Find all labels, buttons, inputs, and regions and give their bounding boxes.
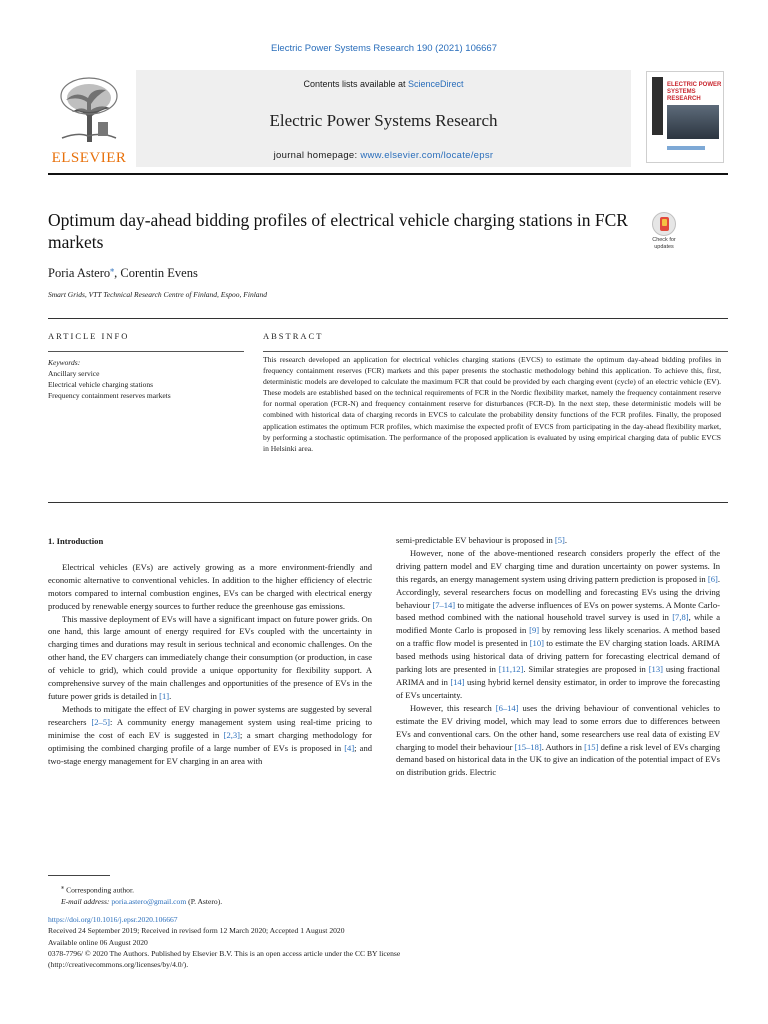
keyword-item: Frequency containment reserves markets xyxy=(48,391,171,400)
article-title: Optimum day-ahead bidding profiles of electrical vehicle charging stations in FCR markets xyxy=(48,210,628,252)
crossmark-icon xyxy=(652,212,676,236)
license-line: 0378-7796/ © 2020 The Authors. Published by Elsevier B.V. This is an open access article under the CC BY license xyxy=(48,948,401,958)
homepage-prefix: journal homepage: xyxy=(273,150,361,161)
citation-link[interactable]: [7,8] xyxy=(672,612,689,623)
section-heading: 1. Introduction xyxy=(48,536,104,546)
keywords-label: Keywords: xyxy=(48,358,81,367)
email-label: E-mail address: xyxy=(61,897,110,907)
cover-bar xyxy=(667,146,705,150)
citation-link[interactable]: [13] xyxy=(648,664,663,675)
author-name[interactable]: Poria Astero xyxy=(48,266,111,281)
citation-link[interactable]: [9] xyxy=(529,625,540,636)
author-name[interactable]: Corentin Evens xyxy=(120,266,198,281)
elsevier-logo[interactable] xyxy=(48,70,130,168)
keyword-item: Ancillary service xyxy=(48,369,100,378)
homepage-link[interactable]: www.elsevier.com/locate/epsr xyxy=(360,150,494,161)
cover-title-line1: ELECTRIC POWER xyxy=(667,82,722,88)
citation-link[interactable]: [6] xyxy=(707,573,718,584)
keywords-block xyxy=(48,357,244,401)
cover-title xyxy=(667,82,723,103)
homepage-line xyxy=(136,150,631,161)
journal-header xyxy=(48,70,727,174)
article-footer xyxy=(48,914,648,970)
doi-link[interactable]: https://doi.org/10.1016/j.epsr.2020.106667 xyxy=(48,915,178,924)
corresponding-author-mark[interactable]: ⁎ xyxy=(110,265,115,274)
citation-link[interactable]: [2–5] xyxy=(91,716,110,727)
cover-image xyxy=(667,105,719,139)
license-url[interactable]: (http://creativecommons.org/licenses/by/4.0/). xyxy=(48,960,189,970)
affiliation: Smart Grids, VTT Technical Research Centre of Finland, Espoo, Finland xyxy=(48,290,268,299)
journal-reference-link[interactable]: Electric Power Systems Research 190 (2021) 106667 xyxy=(270,43,497,54)
journal-title: Electric Power Systems Research xyxy=(269,111,498,130)
abstract-heading: ABSTRACT xyxy=(263,331,324,341)
body-paragraph: However, this research [6–14] uses the driving behaviour of conventional vehicles to estimate the EV driving model, which may lead to some errors due to differences between EVs and conventional cars. On the other hand, some researchers use real data of existing EV charging to model their behaviour [15–18]. Authors in [15] define a risk level of EVs charging demand based on historical data in the UK to give an indication of the potential impact of EVs on distribution grids. Electric xyxy=(396,702,721,778)
author-separator: , xyxy=(114,266,121,281)
masthead xyxy=(136,70,631,167)
keyword-item: Electrical vehicle charging stations xyxy=(48,380,154,389)
citation-link[interactable]: [1] xyxy=(159,690,170,701)
abstract-text: This research developed an application for electrical vehicles charging stations (EVCS) to estimate the optimum day-ahead bidding profiles in frequency containment reserves (FCR) markets and this paper presents the stochastic methodology behind this application. To achieve this, first, deterministic models are developed to calculate the maximum FCR that could be provided by each charging event (cycle) of an electric vehicle (EV). These models are established based on the technical requirements of FCR in the Nordic flexibility market, namely the frequency containment reserve for normal operation (FCR-N) and frequency containment reserve for disturbances (FCR-D). In the next step, these deterministic models will be combined with historical data of charging records in EVCS to calculate the probability density functions of the FCR profiles. Finally, the proposed application estimates the optimum FCR profiles, which maximise the expected profit of EVCS from participating in the day-ahead flexibility market, by performing a stochastic optimisation. The performance of the proposed application is evaluated by using empirical charging data of public EVCS in Helsinki area. xyxy=(263,355,721,453)
abstract-rule xyxy=(263,351,728,352)
citation-link[interactable]: [15] xyxy=(584,741,599,752)
citation-link[interactable]: [11,12] xyxy=(498,664,524,675)
citation-link[interactable]: [4] xyxy=(344,742,355,753)
citation-link[interactable]: [15–18] xyxy=(514,741,542,752)
section-rule xyxy=(48,318,728,319)
available-online: Available online 06 August 2020 xyxy=(48,937,148,947)
citation-link[interactable]: [2,3] xyxy=(223,729,241,740)
body-paragraph: semi-predictable EV behaviour is proposed in [5]. xyxy=(396,535,567,545)
citation-link[interactable]: [5] xyxy=(554,535,565,545)
citation-link[interactable]: [14] xyxy=(450,676,465,687)
crossmark-button[interactable] xyxy=(646,212,682,256)
citation-link[interactable]: [10] xyxy=(529,638,544,649)
body-paragraph: Electrical vehicles (EVs) are actively growing as a more environment-friendly and economic alternative to conventional vehicles. In addition to the higher efficiency of electric motors compared to internal combustion engines, EVs can be charged with electrical energy produced by renewable energy sources to further reduce the greenhouse gas emissions. xyxy=(48,561,372,611)
received-dates: Received 24 September 2019; Received in revised form 12 March 2020; Accepted 1 August 2020 xyxy=(48,926,345,936)
body-column-right xyxy=(396,534,720,779)
body-paragraph: Methods to mitigate the effect of EV charging in power systems are suggested by several researchers [2–5]: A community energy management system using real-time pricing to minimise the cost of each EV is suggested in [2,3]; a smart charging methodology for optimising the combined charging profile of a large number of EVs is proposed in [4]; and two-stage energy management for EV charging in an area with xyxy=(48,703,372,766)
elsevier-tree-icon xyxy=(58,76,120,142)
crossmark-label: Check for updates xyxy=(652,237,676,250)
footnote xyxy=(48,882,448,908)
citation-link[interactable]: [6–14] xyxy=(495,702,519,713)
contents-prefix: Contents lists available at xyxy=(303,79,409,89)
journal-cover-thumbnail[interactable] xyxy=(646,71,724,163)
contents-line xyxy=(136,79,631,89)
cover-strip xyxy=(652,77,663,135)
sciencedirect-link[interactable]: ScienceDirect xyxy=(408,79,464,89)
elsevier-wordmark: ELSEVIER xyxy=(51,150,127,166)
citation-link[interactable]: [7–14] xyxy=(432,599,456,610)
body-paragraph: However, none of the above-mentioned research considers properly the effect of the driving pattern model and EV charging time and duration uncertainty on power systems. In this regards, an energy management system using driving pattern prediction is proposed in [6]. Accordingly, several researchers focus on modelling and forecasting EVs using the driving behaviour [7–14] to mitigate the adverse influences of EVs on power systems. A Monte Carlo-based method combined with the national household travel survey is used in [7,8], while a modified Monte Carlo is proposed in [9] by removing less likely scenarios. A method based on a traffic flow model is presented in [10] to estimate the EV charging station loads. ARIMA based methods using historical data of driving pattern for forecasting electrical demand of parking lots are presented in [11,12]. Similar strategies are proposed in [13] using fractional ARIMA and in [14] using hybrid kernel density estimator, in order to improve the forecasting of EVs uncertainty. xyxy=(396,547,721,700)
footnote-rule xyxy=(48,875,110,876)
cover-title-line2: SYSTEMS RESEARCH xyxy=(667,89,701,102)
body-paragraph: This massive deployment of EVs will have a significant impact on future power grids. On one hand, this large amount of energy required for EVs coupled with the uncertainty in charging times and durations may result in serious technical and economic challenges. On the other hand, the EV chargers can immediately change their consumption (or production, in case of vehicle to grid), which could provide a unique opportunity for flexibility support. A comprehensive survey of the main challenges and opportunities of the presence of EVs in the future power grids is detailed in [1]. xyxy=(48,613,372,701)
abstract-bottom-rule xyxy=(48,502,728,503)
email-link[interactable]: poria.astero@gmail.com xyxy=(111,897,187,907)
email-note: E-mail address: poria.astero@gmail.com (P. Astero). xyxy=(61,897,223,907)
corresponding-author-note: ⁎ Corresponding author. xyxy=(61,884,134,895)
author-list xyxy=(48,265,198,281)
body-column-left xyxy=(48,535,372,767)
article-info-heading: ARTICLE INFO xyxy=(48,331,130,341)
header-rule xyxy=(48,173,728,175)
article-info-rule xyxy=(48,351,244,352)
